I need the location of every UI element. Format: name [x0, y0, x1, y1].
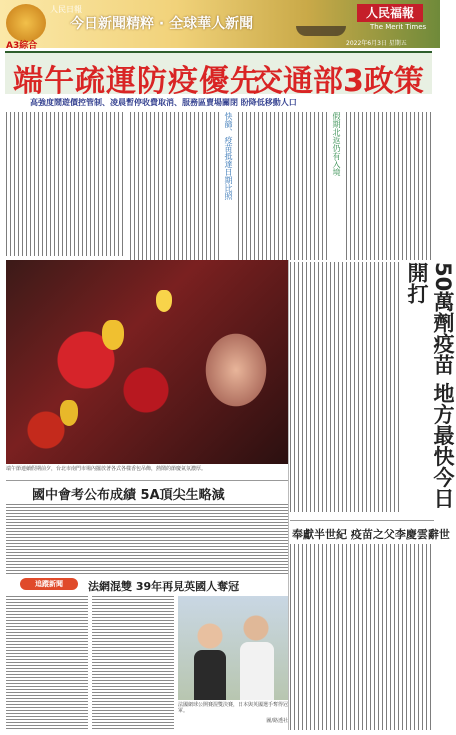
story4-body-mid [92, 596, 174, 730]
tennis-player-left [194, 650, 226, 700]
tennis-photo [178, 596, 288, 700]
story4-tag-text: 追蹤新聞 [35, 580, 63, 588]
vertical-head-left [222, 112, 236, 260]
body-text-far-right [346, 112, 432, 260]
headline-secondary: 交通部3政策 [253, 64, 424, 99]
story3-headline: 奉獻半世紀 疫苗之父李慶雲辭世 [292, 528, 450, 541]
subhead: 高強度鬧遊價控管制、凌晨暫停收費取消、服務區賣場關閉 盼降低移動人口 [30, 98, 297, 107]
story4-tag [20, 578, 78, 590]
lantern-decoration [6, 4, 46, 42]
body-text-center [238, 112, 296, 260]
body-text-right [298, 112, 328, 260]
tennis-credit: 圖/路透社 [266, 718, 288, 724]
section-label: A3綜合 [6, 41, 38, 51]
side-story-headline [404, 262, 455, 522]
vertical-head-left-text: 快篩、疫苗抵達日期比照 [224, 112, 233, 200]
side-story-body [290, 262, 402, 512]
story3-rule [290, 520, 434, 521]
vertical-head-right [330, 112, 344, 260]
column-divider [288, 260, 289, 730]
market-photo [6, 260, 288, 464]
photo-caption: 端午節連續假期前夕，台北市南門市場內擺放著各式各樣香包吊飾，熱鬧的節慶氣氛濃厚。 [6, 466, 207, 472]
side-story-headline-text: 50萬劑疫苗 地方最快今日開打 [405, 262, 455, 509]
story3-body [290, 544, 434, 730]
story2-headline: 國中會考公布成績 5A頂尖生略減 [32, 488, 225, 503]
body-text-left [6, 112, 126, 256]
tennis-player-right [240, 642, 274, 700]
issue-date: 2022年6月3日 星期五 [346, 40, 407, 47]
story2-body [6, 504, 288, 574]
body-text-mid [130, 112, 220, 260]
masthead-slogan: 今日新聞精粹 · 全球華人新聞 [70, 16, 254, 32]
vertical-head-right-text: 假期北返仍有入境 [332, 112, 341, 176]
pouch-decoration [102, 320, 124, 350]
headline-banner [5, 51, 432, 99]
masthead-kicker: 人民日報 [50, 5, 82, 14]
brand-en: The Merit Times [370, 23, 427, 31]
headline-main: 端午疏運防疫優先 [13, 64, 261, 99]
story4-body-left [6, 596, 88, 730]
pouch-decoration [60, 400, 78, 426]
tennis-caption: 法國網球公開賽混雙決賽，日本與英國選手奪得冠軍。 [178, 702, 289, 714]
story2-rule [6, 480, 288, 481]
pouch-decoration [156, 290, 172, 312]
brand-logo: 人民福報 [357, 4, 423, 22]
story4-headline: 法網混雙 39年再見英國人奪冠 [88, 580, 240, 593]
boat-silhouette [296, 26, 346, 36]
